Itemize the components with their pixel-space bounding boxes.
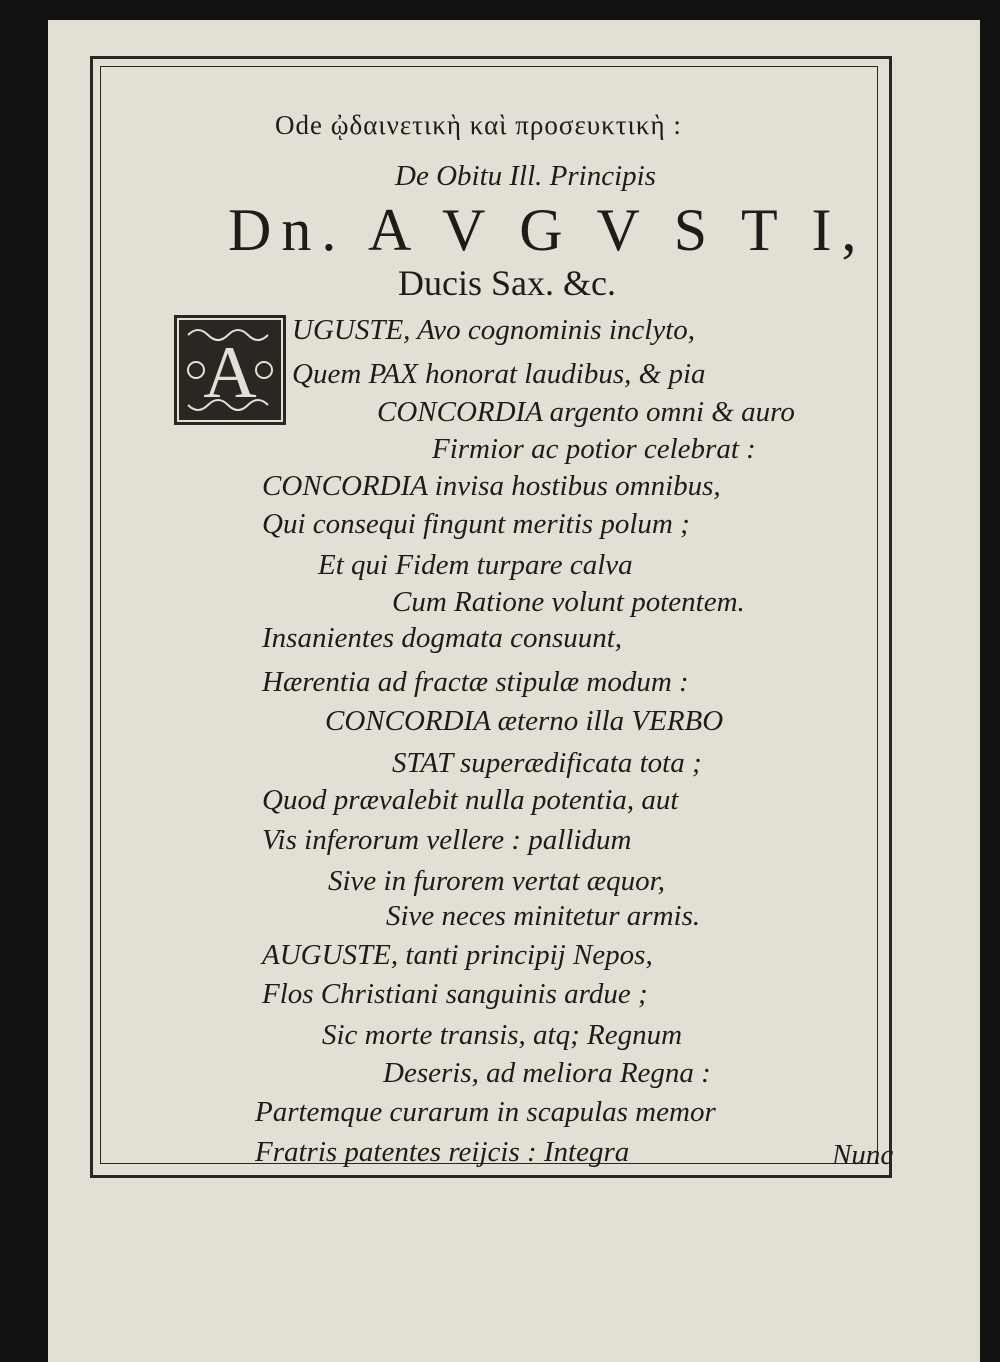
verse-line: Sive in furorem vertat æquor, (328, 865, 665, 897)
verse-line: Fratris patentes reijcis : Integra (255, 1136, 630, 1168)
verse-line: Qui consequi fingunt meritis polum ; (262, 508, 690, 540)
verse-line: Flos Christiani sanguinis ardue ; (262, 978, 648, 1010)
catchword: Nunc (832, 1139, 894, 1171)
verse-line: AUGUSTE, tanti principij Nepos, (262, 939, 653, 971)
verse-line: UGUSTE, Avo cognominis inclyto, (292, 314, 696, 346)
verse-line: Firmior ac potior celebrat : (432, 433, 756, 465)
verse-line: Sive neces minitetur armis. (386, 900, 701, 932)
verse-line: STAT superædificata tota ; (392, 747, 702, 779)
initial-letter: A (203, 332, 257, 414)
ode-subtitle: De Obitu Ill. Principis (395, 160, 656, 192)
verse-line: Partemque curarum in scapulas memor (255, 1096, 716, 1128)
prince-name: Dn. A V G V S T I, (228, 197, 867, 263)
verse-line: Insanientes dogmata consuunt, (262, 622, 623, 654)
verse-line: CONCORDIA argento omni & auro (377, 396, 795, 428)
verse-line: Et qui Fidem turpare calva (318, 549, 633, 581)
verse-line: Sic morte transis, atq; Regnum (322, 1019, 683, 1051)
verse-line: Cum Ratione volunt potentem. (392, 586, 745, 618)
verse-line: CONCORDIA æterno illa VERBO (325, 705, 724, 737)
prince-title: Ducis Sax. &c. (398, 263, 616, 303)
ode-title: Ode ᾠδαινετικὴ καὶ προσευκτικὴ : (275, 110, 682, 140)
verse-line: Quod prævalebit nulla potentia, aut (262, 784, 679, 816)
verse-line: Vis inferorum vellere : pallidum (262, 824, 632, 856)
verse-line: Hærentia ad fractæ stipulæ modum : (262, 666, 689, 698)
verse-line: Quem PAX honorat laudibus, & pia (292, 358, 706, 390)
verse-line: CONCORDIA invisa hostibus omnibus, (262, 470, 721, 502)
ornament-icon (174, 315, 286, 425)
show-through-text (910, 170, 980, 1170)
verse-line: Deseris, ad meliora Regna : (383, 1057, 711, 1089)
decorated-initial (174, 315, 286, 425)
